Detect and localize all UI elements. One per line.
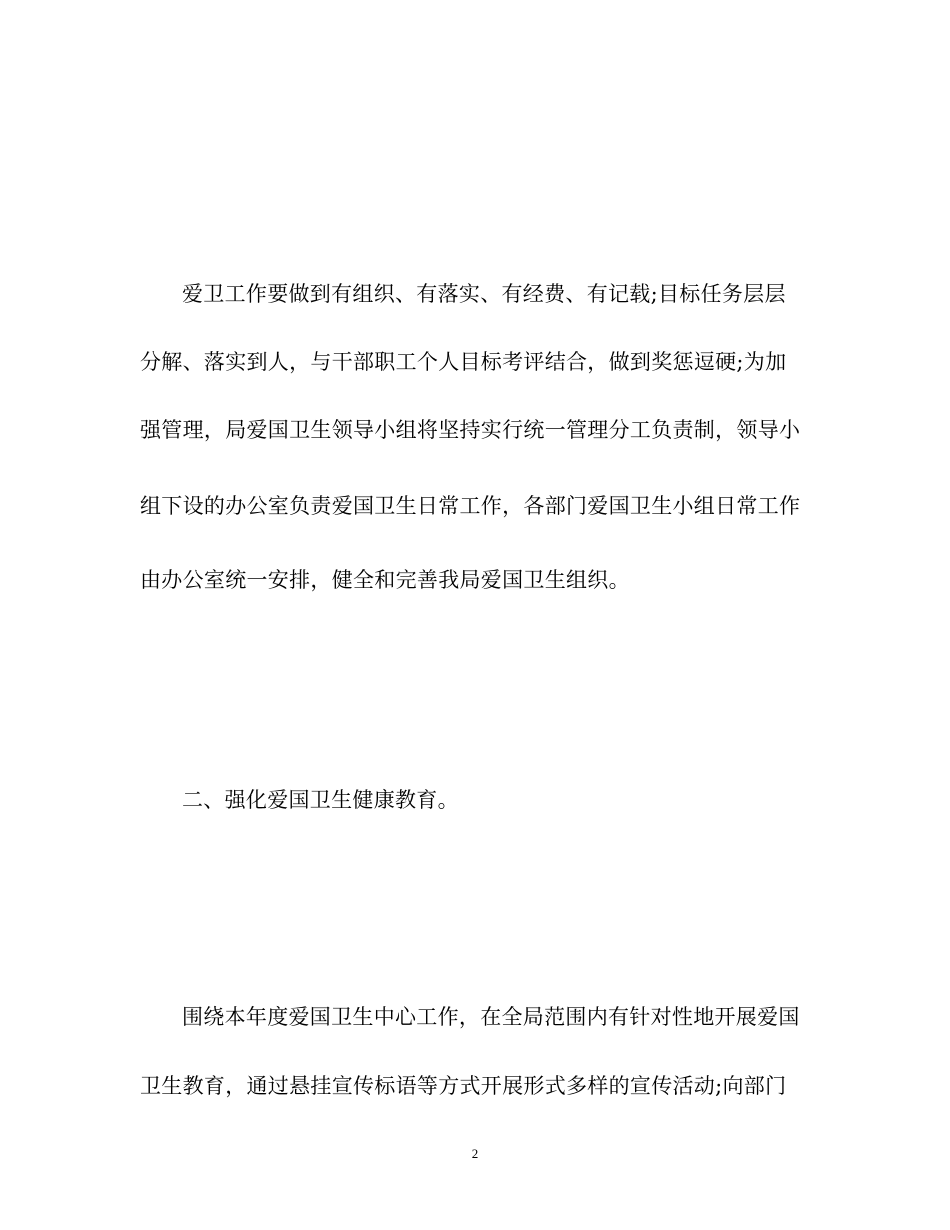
paragraph-1-line-1: 爱卫工作要做到有组织、有落实、有经费、有记载;目标任务层层 <box>182 282 786 306</box>
page-number: 2 <box>471 1146 479 1161</box>
paragraph-1-line-5: 由办公室统一安排，健全和完善我局爱国卫生组织。 <box>140 568 630 592</box>
paragraph-1-line-3: 强管理，局爱国卫生领导小组将坚持实行统一管理分工负责制，领导小 <box>140 418 801 442</box>
section-heading: 二、强化爱国卫生健康教育。 <box>182 788 459 812</box>
paragraph-1-line-4: 组下设的办公室负责爱国卫生日常工作，各部门爱国卫生小组日常工作 <box>140 494 801 518</box>
paragraph-2-line-2: 卫生教育，通过悬挂宣传标语等方式开展形式多样的宣传活动;向部门 <box>140 1074 787 1098</box>
paragraph-1-line-2: 分解、落实到人，与干部职工个人目标考评结合，做到奖惩逗硬;为加 <box>140 350 787 374</box>
paragraph-2-line-1: 围绕本年度爱国卫生中心工作，在全局范围内有针对性地开展爱国 <box>182 1005 800 1029</box>
